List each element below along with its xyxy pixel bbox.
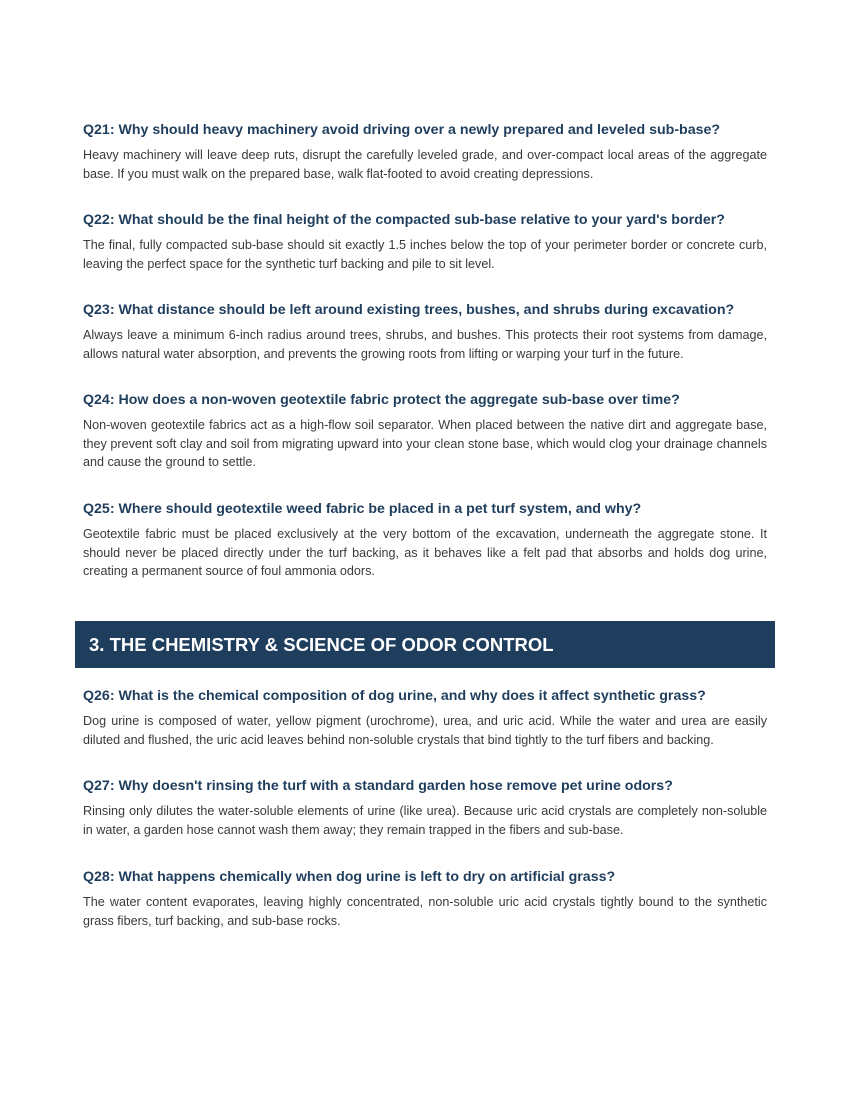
faq-answer: Geotextile fabric must be placed exclusively at the very bottom of the excavation, underneath the aggregate stone. It should never be placed directly under the turf backing, as it behaves like a felt pad that absorbs and holds dog urine, creating a permanent source of foul ammonia odors. bbox=[83, 527, 767, 579]
faq-answer: The water content evaporates, leaving highly concentrated, non-soluble uric acid crystals tightly bound to the synthetic grass fibers, turf backing, and sub-base rocks. bbox=[83, 895, 767, 928]
faq-question: Q25: Where should geotextile weed fabric be placed in a pet turf system, and why? bbox=[83, 501, 642, 517]
faq-item-q24 bbox=[83, 391, 767, 472]
faq-item-q25 bbox=[83, 500, 767, 581]
faq-item-q22 bbox=[83, 211, 767, 273]
faq-item-q23 bbox=[83, 301, 767, 363]
faq-question: Q26: What is the chemical composition of dog urine, and why does it affect synthetic grass? bbox=[83, 688, 706, 704]
faq-question: Q27: Why doesn't rinsing the turf with a standard garden hose remove pet urine odors? bbox=[83, 778, 673, 794]
faq-answer: Non-woven geotextile fabrics act as a high-flow soil separator. When placed between the native dirt and aggregate base, they prevent soft clay and soil from migrating upward into your clean stone base, which would clog your drainage channels and cause the ground to settle. bbox=[83, 418, 767, 470]
faq-answer: Always leave a minimum 6-inch radius around trees, shrubs, and bushes. This protects their root systems from damage, allows natural water absorption, and prevents the growing roots from lifting or warping your turf in the future. bbox=[83, 328, 767, 361]
faq-item-q26 bbox=[83, 687, 767, 749]
section-banner bbox=[75, 621, 775, 668]
faq-item-q27 bbox=[83, 777, 767, 839]
faq-item-q28 bbox=[83, 868, 767, 930]
faq-answer: Rinsing only dilutes the water-soluble elements of urine (like urea). Because uric acid crystals are completely non-soluble in water, a garden hose cannot wash them away; they remain trapped in the fibers and sub-base. bbox=[83, 804, 767, 837]
faq-answer: The final, fully compacted sub-base should sit exactly 1.5 inches below the top of your perimeter border or concrete curb, leaving the perfect space for the synthetic turf backing and pile to sit level. bbox=[83, 238, 767, 271]
faq-question: Q23: What distance should be left around existing trees, bushes, and shrubs during excavation? bbox=[83, 302, 735, 318]
section-title: 3. THE CHEMISTRY & SCIENCE OF ODOR CONTROL bbox=[89, 634, 554, 655]
faq-question: Q21: Why should heavy machinery avoid driving over a newly prepared and leveled sub-base? bbox=[83, 122, 721, 138]
faq-item-q21 bbox=[83, 121, 767, 183]
faq-question: Q22: What should be the final height of the compacted sub-base relative to your yard's border? bbox=[83, 212, 725, 228]
faq-question: Q28: What happens chemically when dog urine is left to dry on artificial grass? bbox=[83, 869, 616, 885]
faq-answer: Dog urine is composed of water, yellow pigment (urochrome), urea, and uric acid. While the water and urea are easily diluted and flushed, the uric acid leaves behind non-soluble crystals that bind tightly to the turf fibers and backing. bbox=[83, 714, 767, 747]
faq-question: Q24: How does a non-woven geotextile fabric protect the aggregate sub-base over time? bbox=[83, 392, 680, 408]
faq-answer: Heavy machinery will leave deep ruts, disrupt the carefully leveled grade, and over-compact local areas of the aggregate base. If you must walk on the prepared base, walk flat-footed to avoid creating depressions. bbox=[83, 148, 767, 181]
